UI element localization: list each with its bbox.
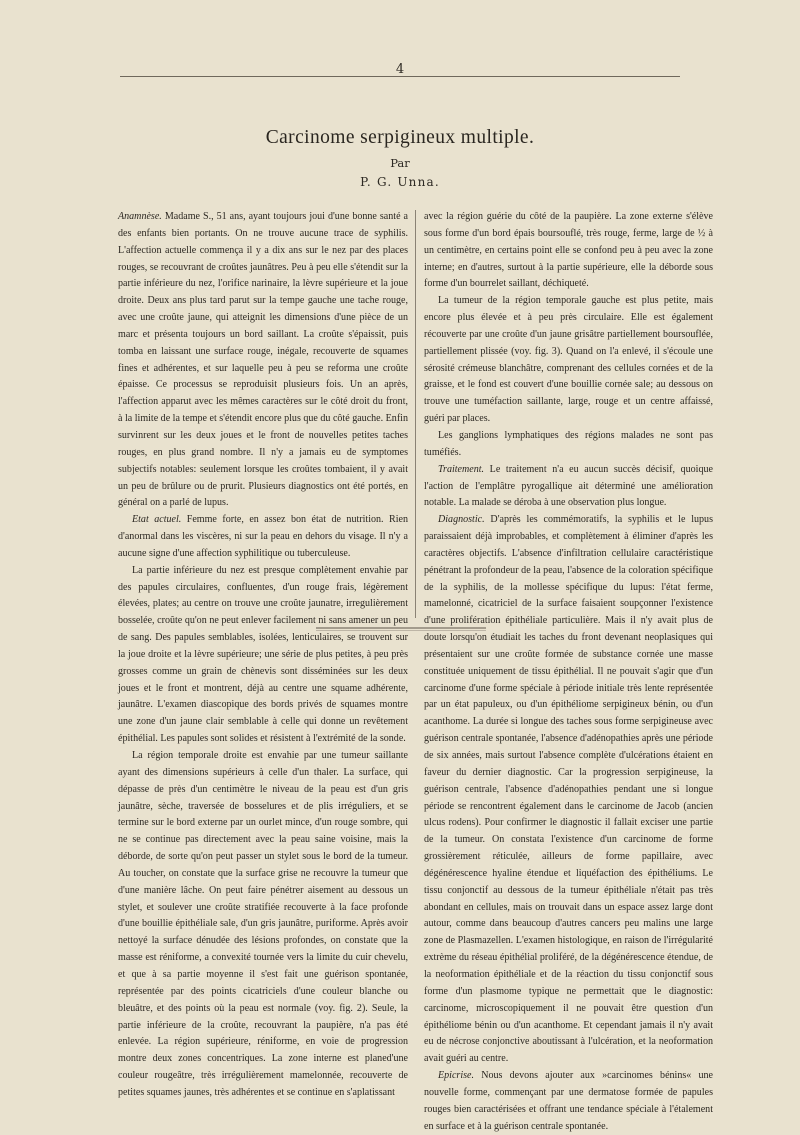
paragraph-text: La région temporale droite est envahie par une tumeur saillante ayant des dimensions supérieurs à celle d'un thaler. La surface, qui dépasse de près d'un centimètre le niveau de la peau est d'un gris jaunâtre, sèche, traversée de bosselures et de plis irréguliers, et se termine sur le bord externe par un ourlet mince, d'un rouge sombre, qui ne se continue pas directement avec la peau saine voisine, mais la déborde, de sorte qu'on peut passer un stylet sous le bord de la tumeur. Au toucher, on constate que la surface grise ne recouvre la tumeur que d'une manière lâche. On peut faire pénétrer aisement au dessous un stylet, et soulever une croûte stratifiée recouverte à la face profonde d'une bouillie épithéliale sale, d'un gris jaunâtre, puriforme. Après avoir nettoyé la surface dénudée des lésions profondes, on constate que la masse est réniforme, a convexité tournée vers la limite du cuir chevelu, et que à sa partie moyenne il s'est fait une guérison spontanée, représentée par des points cicatriciels d'une couleur blanche ou bleuâtre, et des points où la peau est normale (voy. fig. 2). Seule, la partie inférieure de la croûte, recouvrant la paupière, n'a pas été enlevée. La région supérieure, réniforme, en voie de progression montre deux zones concentriques. La zone interne est planed'une couleur rougeâtre, très irrégulièrement mamelonnée, recouverte de petites squames jaunes, très adhérentes et se continue en s'aplatissant [118, 750, 408, 1098]
paragraph-text: Nous devons ajouter aux »carcinomes bénins« une nouvelle forme, commençant par une dermatose formée de papules rouges bien caractérisées et offrant une tendance spéciale à l'étalement en surface et à la guérison centrale spontanée. [424, 1070, 713, 1132]
column-divider [415, 210, 416, 618]
paragraph-text: Femme forte, en assez bon état de nutrition. Rien d'anormal dans les viscères, ni sur la peau en dehors du visage. Il n'y a aucune signe d'une affection syphilitique ou tuberculeuse. [118, 514, 408, 559]
byline: Par [390, 156, 410, 170]
right-column [424, 209, 713, 1135]
paragraph-continuation [424, 209, 713, 293]
article-title: Carcinome serpigineux multiple. [265, 127, 535, 148]
paragraph-traitement [424, 462, 713, 513]
left-column [118, 209, 408, 1102]
section-lead: Traitement. [438, 463, 485, 475]
header-rule [120, 76, 680, 77]
footer-rule-thin [316, 630, 486, 631]
section-lead: Anamnèse. [118, 211, 162, 222]
paragraph-diagnostic [424, 512, 713, 1068]
paragraph-anamnese [118, 209, 408, 512]
paragraph-text: La tumeur de la région temporale gauche est plus petite, mais encore plus élevée et à peu près circulaire. Elle est également récouverte par une croûte d'un jaune grisâtre partiellement boursouflée, partiellement plissée (voy. fig. 3). Quand on l'a enlevé, il s'écoule une sérosité crémeuse blanchâtre, comprenant des cellules cornées et de la graisse, et le fond est couvert d'une bouillie cornée sale; au dessous on trouve une tuméfaction saillante, large, rouge et un centre affaissé, guéri par places. [424, 295, 713, 425]
paragraph-text: D'après les commémoratifs, la syphilis et le lupus paraissaient déjà improbables, et complètement à éliminer d'après les caractères objectifs. L'absence d'infiltration cellulaire caractéristique pénétrant la profondeur de la peau, l'absence de la coloration spécifique de la syphilis, de la mollesse spécifique du lupus: l'état ferme, mamelonné, cicatriciel de la surface faisaient soupçonner l'existence d'une prolifération épithéliale particulière. Mais il n'y avait plus de doute lorsqu'on étudiait les taches du front devenant neoplasiques qui présentaient sur une croûte formée de substance cornée une masse constituée uniquement de tissu épithélial. Il ne pouvait s'agir que d'un carcinome d'une forme spéciale à période initiale très lente représentée par un état papuleux, ou d'un épithéliome serpigineux bénin, ou d'un acanthome. La durée si longue des taches sous forme serpigineuse avec guérison centrale spontanée, l'absence d'adénopathies après une période de six années, mais surtout l'absence complète d'ulcérations étaient en faveur du dernier diagnostic. Car la progression serpigineuse, la guérison centrale, l'absence d'adénopathies pendant une si longue période se rencontrent également dans le carcinome de Jacob (ancien ulcus rodens). Pour confirmer le diagnostic il fallait exciser une partie de la tumeur. On constata l'existence d'un carcinome de forme grossièrement réticulée, ailleurs de forme papillaire, avec dégénérescence hyaline étendue et liquéfaction des épithéliums. Le tissu conjonctif au dessous de la tumeur épithéliale n'était pas très abondant en cellules, mais on trouvait dans un espace assez large dont autour, comme dans beaucoup d'autres cancers peu malins une large zone de Plasmazellen. L'examen histologique, en raison de l'irrégularité extrème du réseau épithélial proliféré, de la dégénérescence étendue, de la neoformation épithéliale et de la réaction du tissu conjonctif sous forme d'un plasmome typique ne permettait que le diagnostic: carcinome, microscopiquement il ne pouvait être question d'un épithéliome bénin ou d'un acanthome. Et cependant jamais il n'y avait eu de nécrose conjonctive aboutissant à l'ulcération, et la neoformation avait guéri au centre. [424, 514, 713, 1065]
paragraph-etat-actuel [118, 512, 408, 563]
author-name: P. G. Unna. [360, 175, 440, 189]
section-lead: Diagnostic. [438, 514, 485, 526]
paragraph-nez [118, 563, 408, 748]
paragraph-region-temporale-droite [118, 748, 408, 1102]
paragraph-text: Le traitement n'a eu aucun succès décisif, quoique l'action de l'emplâtre pyrogallique ait déterminé une amélioration notable. La malade se déroba à une observation plus longue. [424, 463, 713, 509]
paragraph-text: Madame S., 51 ans, ayant toujours joui d'une bonne santé a des enfants bien portants. On ne trouve aucune trace de syphilis. L'affection actuelle commença il y a dix ans sur le nez par des places rouges, se recouvrant de croûtes jaunâtres. Peu à peu elle s'étendit sur la partie inférieure du nez, l'orifice narinaire, la lèvre supérieure et la joue droite. Deux ans plus tard parut sur la tempe gauche une tache rouge, avec une croûte jaune, qui atteignit les dimensions d'une pièce de un marc et présenta toujours un bord saillant. La croûte s'épaissit, puis tomba en laissant une surface rouge, inégale, recouverte de squames fines et adhérentes, et sur laquelle peu à peu se reforma une croûte épaisse. Ce processus se reproduisit plusieurs fois. Un an après, l'affection apparut avec les mêmes caractères sur le côté droit du front, à la limite de la tempe et s'étendit encore plus que du côté gauche. Enfin survinrent sur les deux joues et le front de nouvelles petites taches rouges, en plus grand nombre. Il n'y a jamais eu de symptomes subjectifs notables: seulement lorsque les croûtes tombaient, il y avait un peu de brûlure ou de prurit. Plusieurs diagnostics ont été portés, en général on a parlé de lupus. [118, 211, 408, 509]
section-lead: Epicrise. [438, 1070, 474, 1082]
paragraph-epicrise [424, 1068, 713, 1135]
footer-rule [316, 627, 486, 629]
paragraph-text: La partie inférieure du nez est presque complètement envahie par des papules circulaires, confluentes, d'un rouge frais, légèrement élevées, plates; au centre on trouve une croûte jaunatre, irregulièrement bosselée, croûte qu'on ne peut enlever facilement ni sans amener un peu de sang. Des papules semblables, isolées, lenticulaires, se trouvent sur la joue droite et la lèvre supérieure; une série de plus petites, à peu près grosses comme un grain de chènevis sont disséminées sur les deux joues et le front et montrent, déjà au centre une squame adhérente, jaunâtre. L'examen diascopique des bords privés de squames montre une zone d'un jaune clair semblable à celle qui donne un revêtement épithélial. Les papules sont solides et résistent à l'extrémité de la sonde. [118, 564, 408, 745]
section-lead: Etat actuel. [132, 514, 182, 526]
paragraph-region-temporale-gauche [424, 293, 713, 428]
page-number: 4 [395, 62, 405, 77]
paragraph-text: avec la région guérie du côté de la paupière. La zone externe s'élève sous forme d'un bord épais boursouflé, très rouge, ferme, large de ½ à un centimètre, en certains point elle se confond peu à peu avec la zone interne; en d'autres, surtout à la partie supérieure, elle la déborde sous forme d'un bourrelet saillant, déchiqueté. [424, 211, 713, 290]
paragraph-ganglions [424, 428, 713, 462]
paragraph-text: Les ganglions lymphatiques des régions malades ne sont pas tuméfiés. [424, 429, 713, 458]
